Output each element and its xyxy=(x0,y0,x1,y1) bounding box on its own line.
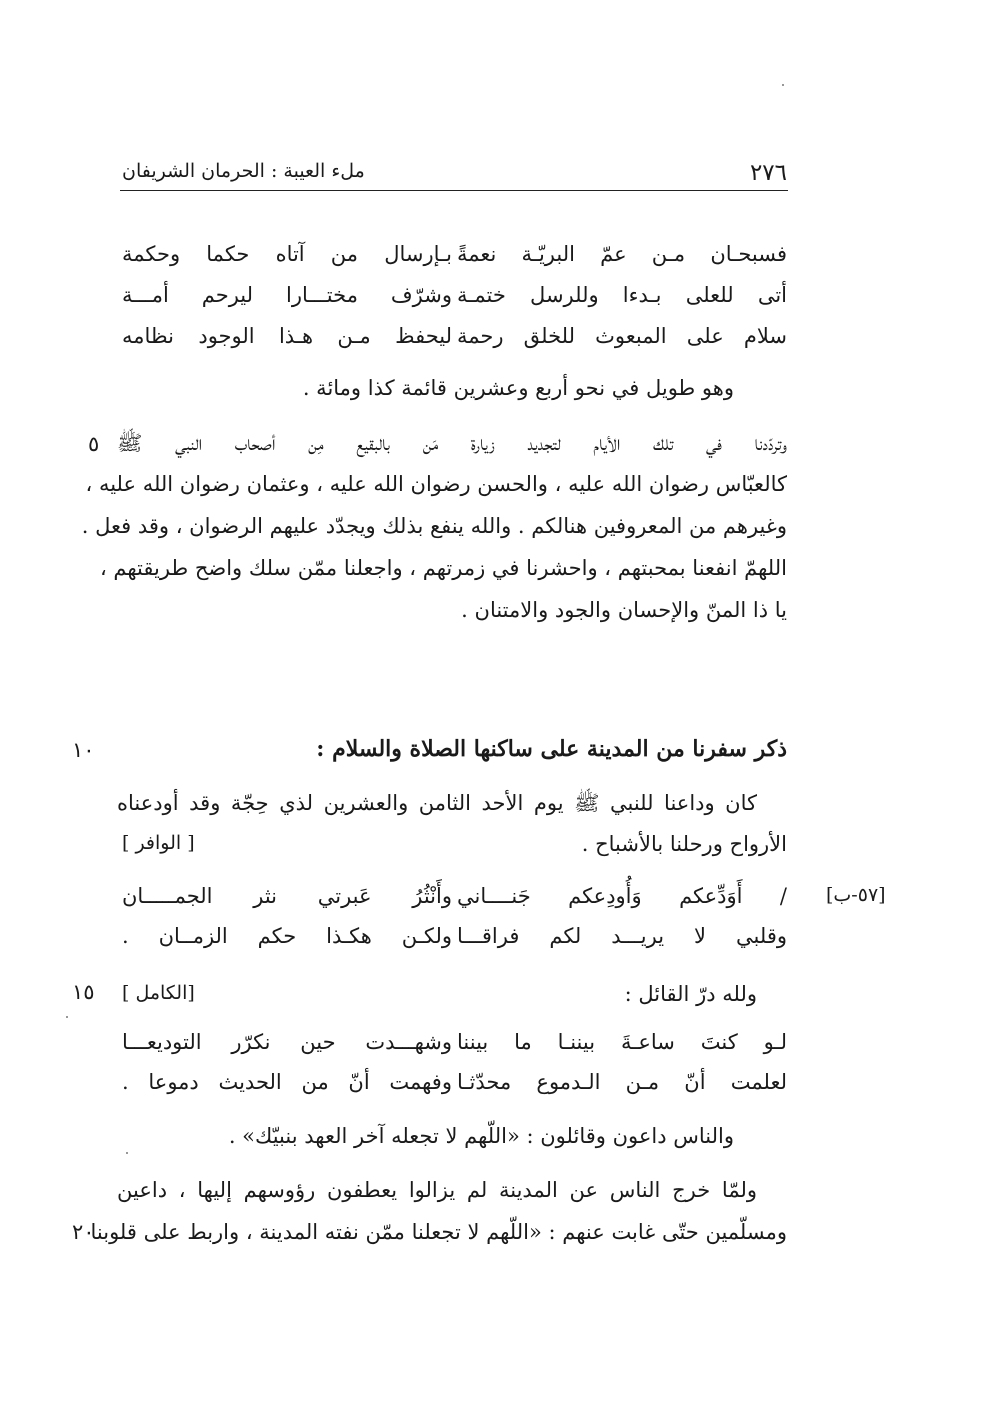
poem1-verse3-left: ليحفظ مـن هـذا الوجود نظامه xyxy=(122,324,452,348)
running-title: ملء العيبة : الحرمان الشريفان xyxy=(122,160,365,182)
poem1-note: وهو طويل في نحو أربع وعشرين قائمة كذا ومائة . xyxy=(302,376,734,400)
poem1-verse1-left: بـإرسال من آتاه حكما وحكمة xyxy=(122,242,452,266)
paragraph1-line4: اللهمّ انفعنا بمحبتهم ، واحشرنا في زمرتهم ، واجعلنا ممّن سلك واضح طريقتهم ، xyxy=(99,556,787,580)
line-number-15: ١٥ xyxy=(72,980,95,1004)
line-number-10: ١٠ xyxy=(72,738,95,762)
scan-speck xyxy=(782,84,784,86)
poem1-verse3-right: سلام على المبعوث للخلق رحمة xyxy=(457,324,787,348)
meter-label-wafir: [ الوافر ] xyxy=(122,832,195,854)
paragraph1-line3: وغيرهم من المعروفين هنالكم . والله ينفع بذلك ويجدّد عليهم الرضوان ، وقد فعل . xyxy=(81,514,787,538)
poem1-verse2-right: أتى للعلى بـدءا وللرسل ختمـة xyxy=(457,283,787,307)
section-heading: ذكر سفرنا من المدينة على ساكنها الصلاة والسلام : xyxy=(316,736,787,762)
paragraph2-line1: كان وداعنا للنبي ﷺ يوم الأحد الثامن والعشرين لذي حِجّة وقد أودعناه xyxy=(117,791,757,815)
folio-marker: [٥٧-ب] xyxy=(826,884,886,906)
poem2-verse1-left: وأَنْثُرُ عَبرتي نثر الجمـــــان xyxy=(122,884,452,908)
poem1-verse1-right: فسبحـان مـن عمّ البريّـة نعمةً xyxy=(457,242,787,266)
paragraph3-line1: ولمّا خرج الناس عن المدينة لم يزالوا يعطفون رؤوسهم إليها ، داعين xyxy=(117,1178,757,1202)
meter-label-kamil: [الكامل ] xyxy=(122,982,195,1004)
line-number-20: ٢٠ xyxy=(72,1220,95,1244)
poem2-verse2-right: وقلبي لا يريـــد لكم فراقـــا xyxy=(457,924,787,948)
paragraph1-line5: يا ذا المنّ والإحسان والجود والامتنان . xyxy=(461,598,787,622)
poem2-verse2-left: ولكـن هكـذا حكم الزمــان . xyxy=(122,924,452,948)
page-number: ٢٧٦ xyxy=(749,160,787,186)
scan-speck xyxy=(126,1152,128,1154)
poem1-verse2-left: وشرّف مختـــارا ليرحم أمـــة xyxy=(122,283,452,307)
poem2-verse1-right: / أَوَدِّعكم وَأُودِعكم جَنــــاني xyxy=(457,884,787,908)
poem3-verse1-left: وشهـــدت حين نكرّر التوديعـــا xyxy=(122,1030,452,1054)
saying-line: ولله درّ القائل : xyxy=(624,982,757,1006)
paragraph1-line1: وتردّدنا في تلك الأيام لتجديد زيارة مَن بالبقيع مِن أصحاب النبي ﷺ xyxy=(117,431,787,455)
line-number-5: ٥ xyxy=(88,432,100,456)
paragraph2-line2: الأرواح ورحلنا بالأشباح . xyxy=(581,832,787,856)
poem3-verse2-left: وفهمت أنّ من الحديث دموعا . xyxy=(122,1070,452,1094)
paragraph3-line2: ومسلّمين حتّى غابت عنهم : «اللّهم لا تجعلنا ممّن نفته المدينة ، واربط على قلوبنا xyxy=(90,1220,787,1244)
people-line: والناس داعون وقائلون : «اللّهم لا تجعله آخر العهد بنبيّك» . xyxy=(228,1124,734,1148)
poem3-verse2-right: لعلمت أنّ مـن الـدموع محدّثـا xyxy=(457,1070,787,1094)
header-rule xyxy=(120,190,788,191)
scan-speck xyxy=(66,1016,68,1018)
paragraph1-line2: كالعبّاس رضوان الله عليه ، والحسن رضوان الله عليه ، وعثمان رضوان الله عليه ، xyxy=(85,472,787,496)
poem3-verse1-right: لـو كنتَ ساعـةَ بيننـا ما بيننا xyxy=(457,1030,787,1054)
